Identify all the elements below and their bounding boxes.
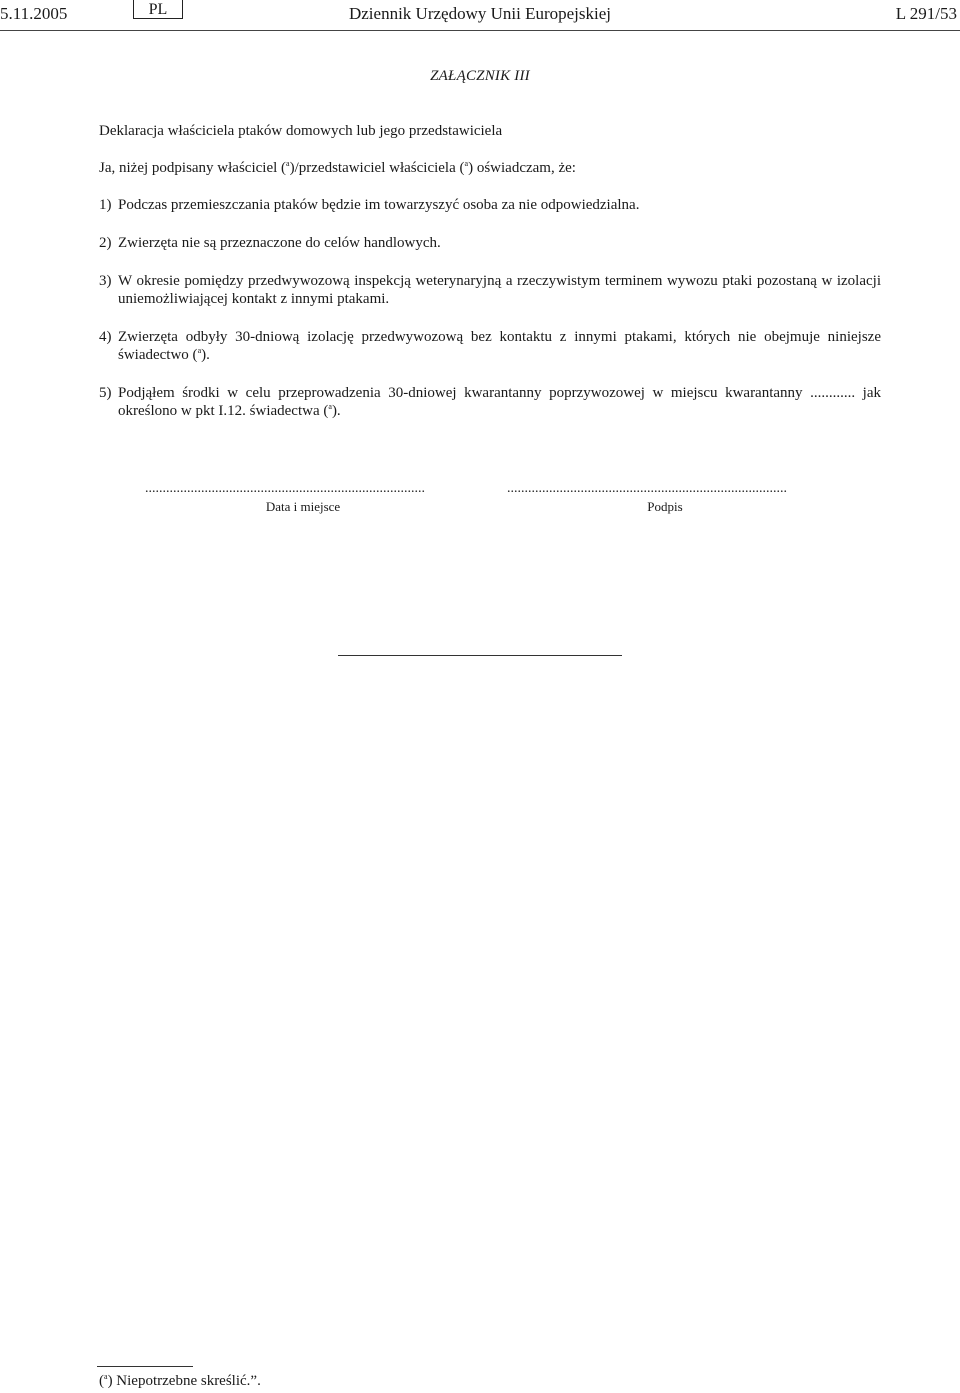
list-item: 3) W okresie pomiędzy przedwywozową inspekcją weterynaryjną a rzeczywistym terminem wywozu ptaki pozostaną w izolacji uniemożliwiającej kontakt z innymi ptakami.: [99, 273, 881, 307]
journal-title: Dziennik Urzędowy Unii Europejskiej: [348, 4, 611, 23]
publication-date: 5.11.2005: [0, 4, 68, 23]
language-badge: PL: [133, 0, 183, 19]
signature-field: [507, 480, 823, 498]
list-item: 5) Podjąłem środki w celu przeprowadzenia 30-dniowej kwarantanny poprzywozowej w miejscu kwarantanny ............ jak określono w pkt I.12. świadectwa ($^a$).: [99, 385, 881, 419]
section-divider: [338, 655, 622, 656]
declaration-title: Deklaracja właściciela ptaków domowych lub jego przedstawiciela: [99, 123, 503, 139]
date-place-field: [145, 480, 461, 498]
footnote-divider: [97, 1366, 193, 1367]
list-item: 4) Zwierzęta odbyły 30-dniową izolację przedwywozową bez kontaktu z innymi ptakami, których nie obejmuje niniejsze świadectwo ($^a$).: [99, 329, 881, 363]
annex-title: ZAŁĄCZNIK III: [430, 68, 530, 84]
list-item: 2) Zwierzęta nie są przeznaczone do celów handlowych.: [99, 235, 441, 251]
footnote: ($^a$) Niepotrzebne skreślić.”.: [99, 1372, 261, 1389]
intro-statement: Ja, niżej podpisany właściciel ($^a$)/przedstawiciel właściciela ($^a$) oświadczam, że:: [99, 159, 576, 176]
header-divider: [0, 30, 960, 31]
page-reference: L 291/53: [895, 4, 957, 23]
signature-label: Podpis: [647, 499, 683, 514]
date-place-dots: ................................................................................: [145, 481, 425, 496]
date-place-label: Data i miejsce: [265, 499, 341, 514]
list-item: 1) Podczas przemieszczania ptaków będzie im towarzyszyć osoba za nie odpowiedzialna.: [99, 197, 640, 213]
signature-dots: ................................................................................: [507, 481, 787, 496]
